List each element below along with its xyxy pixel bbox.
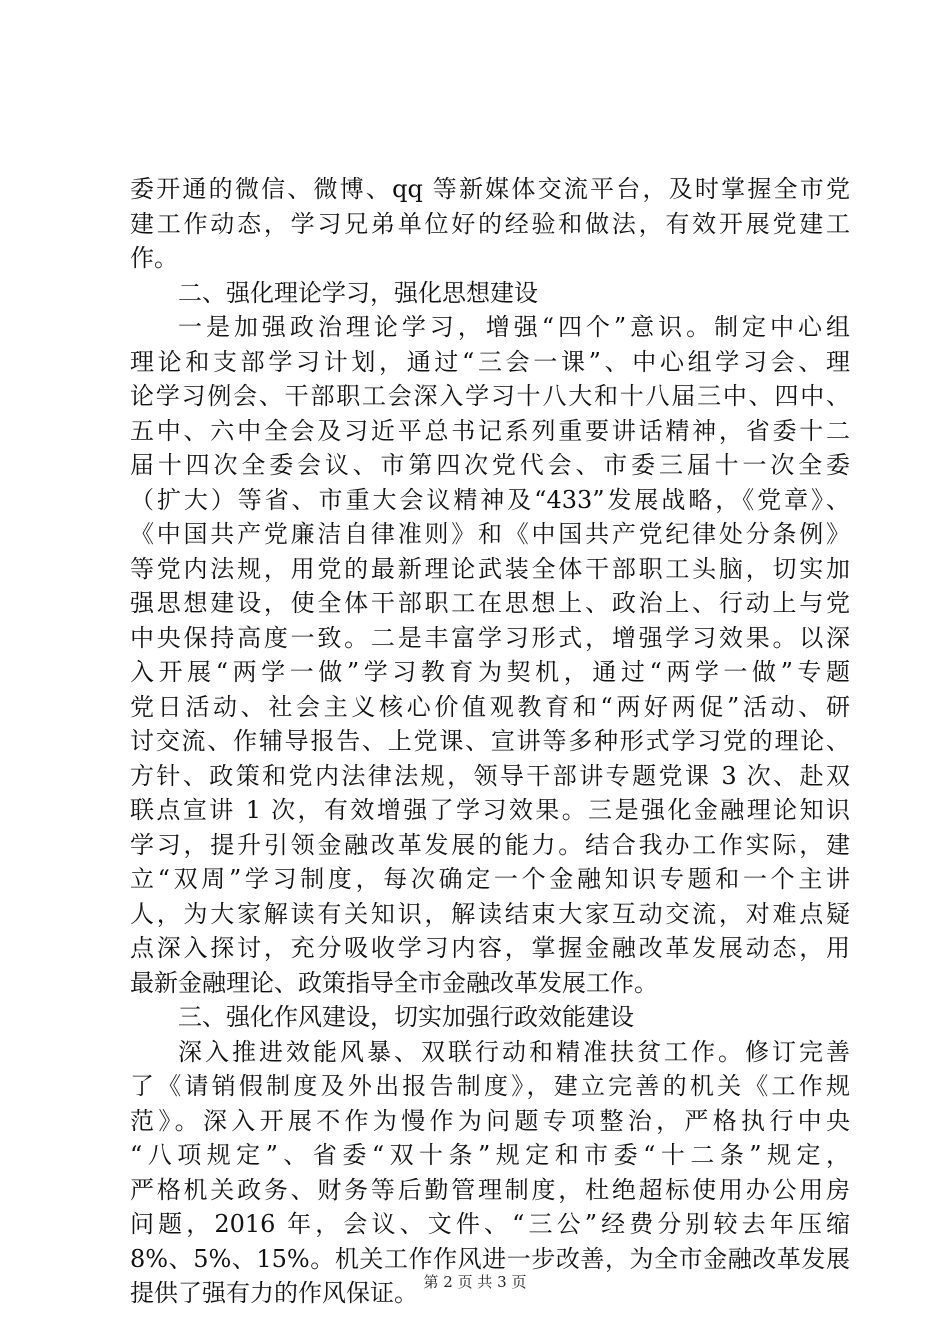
text-line: 最新金融理论、政策指导全市金融改革发展工作。 [130,968,658,997]
page-footer: 第 2 页 共 3 页 [423,1273,527,1291]
document-body [130,172,850,1311]
text-line: 中央保持高度一致。二是丰富学习形式，增强学习效果。以深 [130,623,850,652]
text-line: 立“双周”学习制度，每次确定一个金融知识专题和一个主讲 [130,865,850,893]
text-line: 建工作动态，学习兄弟单位好的经验和做法，有效开展党建工 [130,209,850,238]
text-line: 严格机关政务、财务等后勤管理制度，杜绝超标使用办公用房 [130,1175,850,1204]
text-line: 届十四次全委会议、市第四次党代会、市委三届十一次全委 [130,451,850,479]
text-line: 学习，提升引领金融改革发展的能力。结合我办工作实际，建 [130,830,850,859]
text-line: 讨交流、作辅导报告、上党课、宣讲等多种形式学习党的理论、 [130,727,850,755]
text-line: 等党内法规，用党的最新理论武装全体干部职工头脑，切实加 [130,554,850,583]
text-line: 人，为大家解读有关知识，解读结束大家互动交流，对难点疑 [130,899,850,928]
text-line: （扩大）等省、市重大会议精神及“433”发展战略，《党章》、 [130,485,850,514]
text-line: “八项规定”、省委“双十条”规定和市委“十二条”规定， [130,1141,850,1169]
text-line: 委开通的微信、微博、qq 等新媒体交流平台，及时掌握全市党 [130,175,850,203]
text-line: 联点宣讲 1 次，有效增强了学习效果。三是强化金融理论知识 [130,796,850,824]
text-line: 问题，2016 年，会议、文件、“三公”经费分别较去年压缩 [130,1210,850,1238]
text-line: 党日活动、社会主义核心价值观教育和“两好两促”活动、研 [130,692,850,721]
text-line: 一是加强政治理论学习，增强“四个”意识。制定中心组 [178,313,850,341]
text-line: 点深入探讨，充分吸收学习内容，掌握金融改革发展动态，用 [130,934,850,962]
text-line: 二、强化理论学习，强化思想建设 [178,278,538,307]
text-line: 五中、六中全会及习近平总书记系列重要讲话精神，省委十二 [130,416,850,445]
text-line: 入开展“两学一做”学习教育为契机，通过“两学一做”专题 [130,658,850,686]
text-line: 方针、政策和党内法律法规，领导干部讲专题党课 3 次、赴双 [130,761,850,790]
text-line: 《中国共产党廉洁自律准则》和《中国共产党纪律处分条例》 [130,520,850,548]
text-line: 三、强化作风建设，切实加强行政效能建设 [178,1003,634,1031]
text-line: 提供了强有力的作风保证。 [130,1279,418,1307]
text-line: 作。 [130,244,178,272]
text-line: 理论和支部学习计划，通过“三会一课”、中心组学习会、理 [130,347,850,376]
text-line: 论学习例会、干部职工会深入学习十八大和十八届三中、四中、 [130,382,850,410]
text-line: 范》。深入开展不作为慢作为问题专项整治，严格执行中央 [130,1106,850,1135]
text-line: 8%、5%、15%。机关工作作风进一步改善，为全市金融改革发展 [130,1244,850,1273]
text-line: 了《请销假制度及外出报告制度》，建立完善的机关《工作规 [130,1072,850,1100]
text-line: 强思想建设，使全体干部职工在思想上、政治上、行动上与党 [130,589,850,617]
text-line: 深入推进效能风暴、双联行动和精准扶贫工作。修订完善 [178,1037,850,1066]
